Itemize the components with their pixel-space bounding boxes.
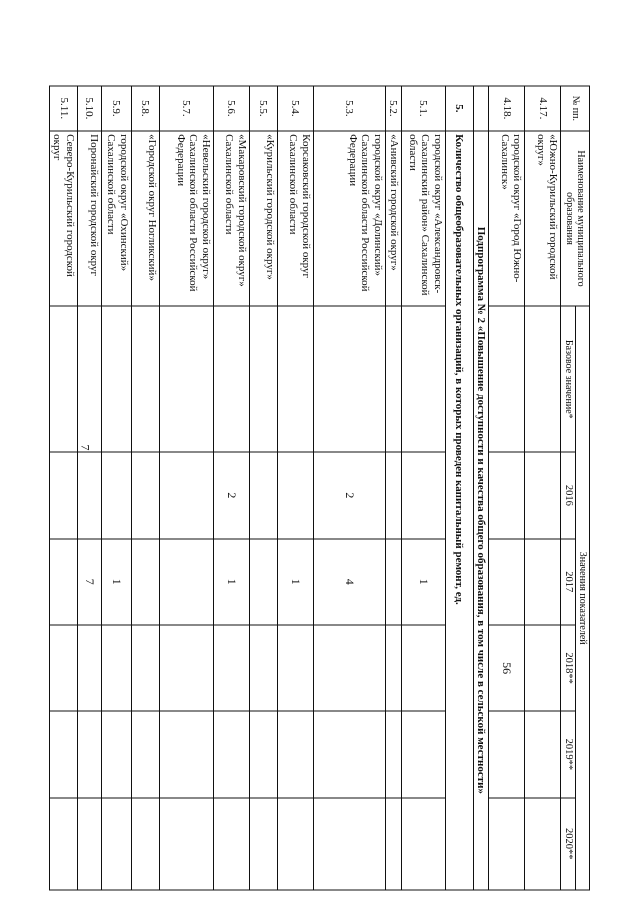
header-year: 2016 <box>561 452 576 538</box>
row-value-2018 <box>50 625 78 711</box>
row-base-value <box>77 306 101 452</box>
row-value-2018 <box>131 625 159 711</box>
table-row <box>249 86 277 890</box>
row-value-2018 <box>401 625 445 711</box>
row-value-2018 <box>385 625 401 711</box>
row-value-2016 <box>131 452 159 538</box>
row-value-2018 <box>159 625 213 711</box>
row-municipality: городской округ «Долинский» Сахалинской области Российской Федерации <box>313 131 385 307</box>
row-municipality: «Южно-Курильский городской округ» <box>525 131 561 307</box>
row-value-2019 <box>101 711 131 797</box>
row-value-2019 <box>489 711 525 797</box>
row-value-2017 <box>525 539 561 625</box>
header-base-value: Базовое значение* <box>561 306 576 452</box>
row-value-2018 <box>213 625 249 711</box>
row-value-2020 <box>277 798 313 890</box>
row-number: 5.8. <box>131 86 159 131</box>
row-value-2017: 1 <box>213 539 249 625</box>
row-municipality: городской округ «Охинский» Сахалинской области <box>101 131 131 307</box>
row-value-2017: 1 <box>101 539 131 625</box>
row-municipality: «Макаровский городской округ» Сахалинской области <box>213 131 249 307</box>
row-base-value <box>101 306 131 452</box>
table-row <box>50 86 78 890</box>
row-value-2016 <box>159 452 213 538</box>
row-value-2020 <box>489 798 525 890</box>
row-value-2017: 1 <box>401 539 445 625</box>
row-base-value <box>249 306 277 452</box>
row-value-2020 <box>525 798 561 890</box>
header-number: № пп. <box>561 86 590 131</box>
row-value-2016 <box>277 452 313 538</box>
row-value-2019 <box>385 711 401 797</box>
row-value-2016 <box>525 452 561 538</box>
row-number: 5.10. <box>77 86 101 131</box>
row-number: 5.3. <box>313 86 385 131</box>
row-value-2018 <box>277 625 313 711</box>
row-base-value <box>213 306 249 452</box>
row-base-value <box>525 306 561 452</box>
row-value-2018 <box>77 625 101 711</box>
table-row <box>385 86 401 890</box>
subprogram-title: Подпрограмма № 2 «Повышение доступности и качества общего образования, в том числе в сельской местности» <box>473 131 488 890</box>
row-municipality: городской округ «Александровск-Сахалинский район» Сахалинской области <box>401 131 445 307</box>
row-base-value <box>313 306 385 452</box>
row-base-value <box>401 306 445 452</box>
row-value-2017: 1 <box>277 539 313 625</box>
row-value-2016 <box>50 452 78 538</box>
table-row <box>313 86 385 890</box>
header-values: Значения показателей <box>575 306 589 890</box>
row-value-2020 <box>313 798 385 890</box>
row-municipality: Северо-Курильский городской округ <box>50 131 78 307</box>
row-value-2019 <box>401 711 445 797</box>
row-value-2019 <box>313 711 385 797</box>
row-value-2019 <box>277 711 313 797</box>
row-value-2017: 4 <box>313 539 385 625</box>
table-row <box>401 86 445 890</box>
row-value-2017 <box>159 539 213 625</box>
row-value-2017: 7 <box>77 539 101 625</box>
row-value-2020 <box>159 798 213 890</box>
row-base-value <box>489 306 525 452</box>
row-value-2016: 2 <box>213 452 249 538</box>
row-value-2019 <box>159 711 213 797</box>
section-title: Количество общеобразовательных организаций, в которых проведен капитальный ремонт, ед. <box>445 131 473 890</box>
row-base-value <box>131 306 159 452</box>
row-number: 5.7. <box>159 86 213 131</box>
row-number: 5.6. <box>213 86 249 131</box>
header-municipality: Наименование муниципального образования <box>561 131 590 307</box>
header-year: 2020** <box>561 798 576 890</box>
row-municipality: «Анивский городской округ» <box>385 131 401 307</box>
row-value-2020 <box>77 798 101 890</box>
row-number: 5.9. <box>101 86 131 131</box>
row-value-2016: 2 <box>313 452 385 538</box>
row-value-2016 <box>401 452 445 538</box>
row-value-2016 <box>489 452 525 538</box>
row-value-2019 <box>131 711 159 797</box>
subprogram-number-cell <box>473 86 488 131</box>
table-row <box>159 86 213 890</box>
header-year: 2018** <box>561 625 576 711</box>
row-value-2018 <box>101 625 131 711</box>
row-number: 5.11. <box>50 86 78 131</box>
row-number: 4.18. <box>489 86 525 131</box>
row-base-value <box>50 306 78 452</box>
row-value-2016 <box>77 452 101 538</box>
table-row <box>131 86 159 890</box>
page-number: 7 <box>78 444 93 451</box>
table-row <box>77 86 101 890</box>
row-value-2019 <box>249 711 277 797</box>
row-value-2016 <box>249 452 277 538</box>
section-number: 5. <box>445 86 473 131</box>
row-value-2017 <box>385 539 401 625</box>
row-value-2019 <box>50 711 78 797</box>
table-row <box>277 86 313 890</box>
row-number: 5.1. <box>401 86 445 131</box>
row-municipality: Корсаковский городской округ Сахалинской области <box>277 131 313 307</box>
table-row <box>525 86 561 890</box>
table-row <box>213 86 249 890</box>
row-base-value <box>385 306 401 452</box>
row-value-2020 <box>249 798 277 890</box>
indicators-table <box>49 86 590 891</box>
row-value-2020 <box>385 798 401 890</box>
row-value-2020 <box>50 798 78 890</box>
table-row <box>101 86 131 890</box>
row-value-2017 <box>131 539 159 625</box>
row-number: 5.2. <box>385 86 401 131</box>
row-number: 5.4. <box>277 86 313 131</box>
row-value-2016 <box>101 452 131 538</box>
row-value-2020 <box>131 798 159 890</box>
row-municipality: городской округ «Город Южно-Сахалинск» <box>489 131 525 307</box>
rotated-table-container <box>50 86 590 891</box>
row-value-2016 <box>385 452 401 538</box>
header-year: 2017 <box>561 539 576 625</box>
row-number: 5.5. <box>249 86 277 131</box>
row-value-2020 <box>101 798 131 890</box>
row-value-2018 <box>249 625 277 711</box>
row-value-2020 <box>401 798 445 890</box>
row-municipality: «Городской округ Ногликский» <box>131 131 159 307</box>
row-number: 4.17. <box>525 86 561 131</box>
header-year: 2019** <box>561 711 576 797</box>
row-value-2019 <box>525 711 561 797</box>
section-row <box>445 86 473 890</box>
row-municipality: «Курильский городской округ» <box>249 131 277 307</box>
row-value-2017 <box>489 539 525 625</box>
subprogram-row <box>473 86 488 890</box>
row-municipality: «Невельский городской округ» Сахалинской области Российской Федерации <box>159 131 213 307</box>
row-value-2017 <box>249 539 277 625</box>
row-value-2017 <box>50 539 78 625</box>
row-value-2018: 56 <box>489 625 525 711</box>
row-value-2020 <box>213 798 249 890</box>
row-value-2019 <box>77 711 101 797</box>
table-row <box>489 86 525 890</box>
row-base-value <box>277 306 313 452</box>
row-value-2019 <box>213 711 249 797</box>
row-base-value <box>159 306 213 452</box>
row-municipality: Поронайский городской округ <box>77 131 101 307</box>
row-value-2018 <box>313 625 385 711</box>
row-value-2018 <box>525 625 561 711</box>
